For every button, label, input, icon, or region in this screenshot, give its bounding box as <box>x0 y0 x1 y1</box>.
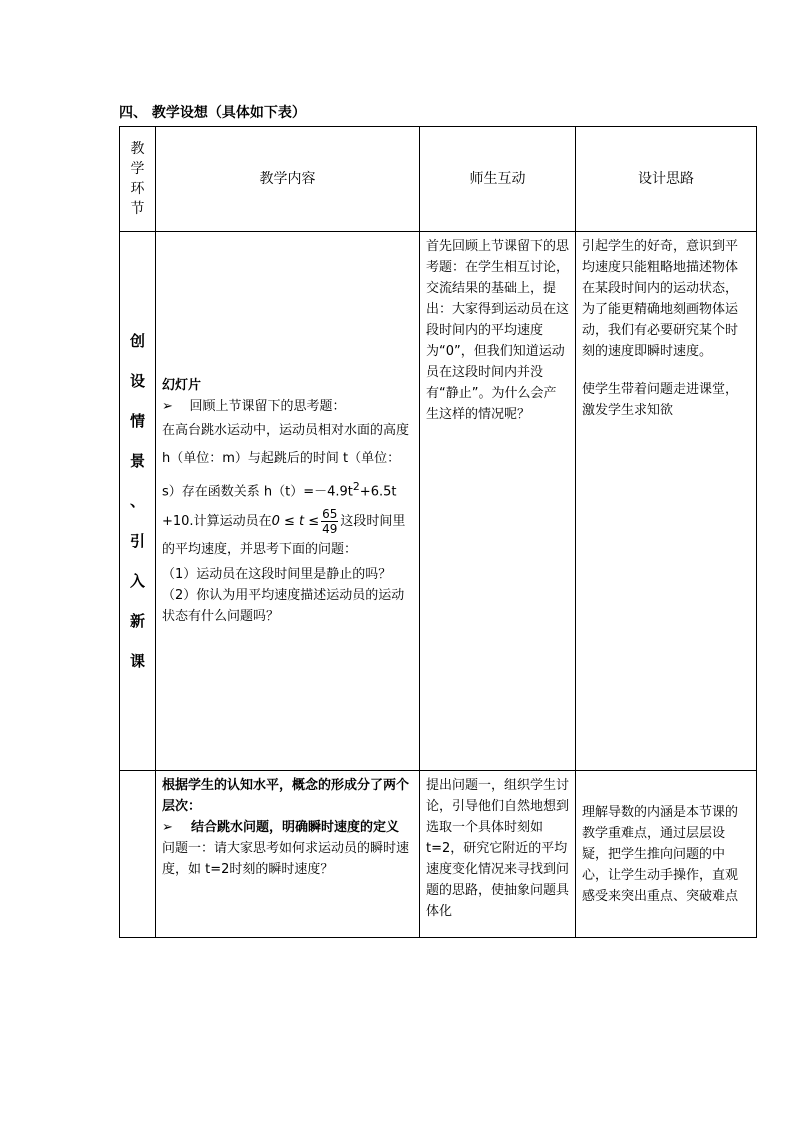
stage-label <box>120 232 156 771</box>
bullet-item <box>162 396 413 417</box>
design-paragraph-1: 引起学生的好奇，意识到平均速度只能粗略地描述物体在某段时间内的运动状态，为了能更精确地刻画物体运动，我们有必要研究某个时刻的速度即瞬时速度。 <box>582 239 739 359</box>
bullet-text: 结合跳水问题，明确瞬时速度的定义 <box>191 820 400 835</box>
design-cell <box>576 232 757 771</box>
problem-text-part3: 这段时间里的平均速度，并思考下面的问题： <box>162 513 406 557</box>
design-cell: 理解导数的内涵是本节课的教学重难点，通过层层设疑，把学生推向问题的中心，让学生动手操作，直观感受来突出重点、突破难点 <box>576 771 757 938</box>
header-char: 教 <box>130 141 145 157</box>
content-cell <box>156 232 420 771</box>
question-text: 问题一：请大家思考如何求运动员的瞬时速度，如 t=2时刻的瞬时速度？ <box>162 841 410 877</box>
teaching-plan-table <box>119 126 757 938</box>
interaction-cell: 首先回顾上节课留下的思考题：在学生相互讨论，交流结果的基础上，提出：大家得到运动员在这段时间内的平均速度为“0”，但我们知道运动员在这段时间内并没有“静止”。为什么会产生这样的情况呢？ <box>420 232 576 771</box>
slide-title: 幻灯片 <box>162 378 202 394</box>
header-teaching-stage <box>120 127 156 232</box>
header-char: 环 <box>130 181 145 197</box>
stage-char: 情 <box>129 412 145 430</box>
header-teaching-content: 教学内容 <box>156 127 420 232</box>
stage-char: 、 <box>129 492 145 510</box>
stage-char: 引 <box>129 532 145 550</box>
header-design-thinking: 设计思路 <box>576 127 757 232</box>
arrow-bullet-icon: ➢ <box>162 399 173 415</box>
question-2: （2）你认为用平均速度描述运动员的运动状态有什么问题吗？ <box>162 587 405 624</box>
fraction <box>321 507 338 536</box>
content-intro: 根据学生的认知水平，概念的形成分了两个层次： <box>162 778 410 814</box>
interaction-cell: 提出问题一，组织学生讨论，引导他们自然地想到选取一个具体时刻如 t=2，研究它附近的平均速度变化情况来寻找到问题的思路，使抽象问题具体化 <box>420 771 576 938</box>
table-row <box>120 232 757 771</box>
stage-char: 新 <box>129 612 145 630</box>
header-char: 学 <box>130 161 145 177</box>
header-interaction: 师生互动 <box>420 127 576 232</box>
empty-stage-cell <box>120 771 156 938</box>
header-char: 节 <box>130 201 145 217</box>
table-header-row <box>120 127 757 232</box>
question-1: （1）运动员在这段时间里是静止的吗？ <box>162 566 392 582</box>
problem-text-part1: 在高台跳水运动中，运动员相对水面的高度 h（单位：m）与起跳后的时间 t（单位：s）存在函数关系 h（t）=－4.9t <box>162 423 410 500</box>
content-cell <box>156 771 420 938</box>
problem-text <box>162 417 413 563</box>
bullet-text: 回顾上节课留下的思考题： <box>189 399 346 415</box>
fraction-numerator: 65 <box>322 506 338 521</box>
bullet-item <box>162 817 413 838</box>
fraction-denominator: 49 <box>322 521 338 536</box>
arrow-bullet-icon: ➢ <box>162 820 173 835</box>
inequality: 0 ≤ t ≤ <box>271 513 320 529</box>
design-paragraph-2: 使学生带着问题走进课堂，激发学生求知欲 <box>582 382 739 418</box>
stage-char: 创 <box>129 332 145 350</box>
problem-text-part2: +6.5t +10.计算运动员在 <box>162 484 397 529</box>
stage-char: 设 <box>129 372 145 390</box>
section-heading: 四、 教学设想（具体如下表） <box>119 105 306 121</box>
stage-char: 入 <box>129 572 145 590</box>
stage-char: 景 <box>129 452 145 470</box>
exponent: 2 <box>352 480 360 494</box>
table-row <box>120 771 757 938</box>
stage-char: 课 <box>129 652 145 670</box>
